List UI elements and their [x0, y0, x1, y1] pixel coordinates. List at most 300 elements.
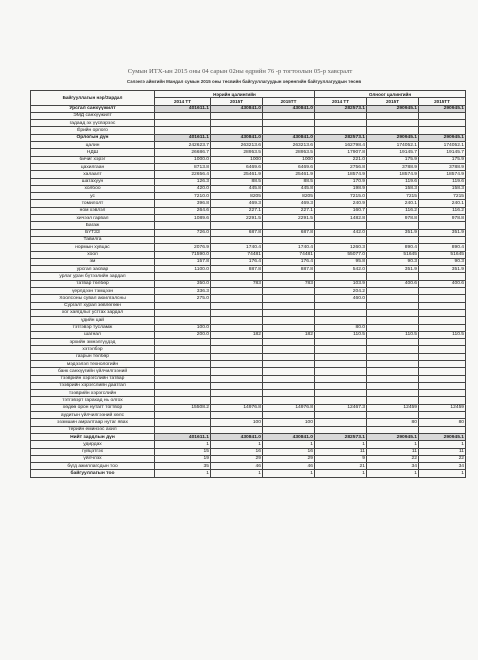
table-cell — [367, 295, 419, 302]
table-row — [31, 236, 466, 243]
table-row — [31, 229, 466, 236]
table-cell — [315, 309, 367, 316]
table-cell — [419, 120, 466, 127]
row-label: хоол — [31, 251, 155, 258]
table-cell — [419, 236, 466, 243]
table-cell — [367, 309, 419, 316]
table-cell: 3788.9 — [367, 163, 419, 170]
table-cell: 100.0 — [155, 324, 211, 331]
table-cell — [315, 375, 367, 382]
table-cell: 1 — [211, 470, 263, 477]
row-label: урлаг уран бүтээлийн зардал — [31, 273, 155, 280]
row-label: бүгд ажиллагсдын тоо — [31, 463, 155, 470]
row-label: үерлдээн тэмцээн — [31, 288, 155, 295]
row-label: тээврийн хэрэгслийн — [31, 390, 155, 397]
table-cell: 2291.5 — [211, 215, 263, 222]
table-cell — [211, 236, 263, 243]
col-subheader: 2015ТТ — [263, 98, 315, 105]
table-row — [31, 419, 466, 426]
table-cell: 282573.1 — [315, 105, 367, 112]
table-cell: 162798.4 — [315, 142, 367, 149]
table-cell — [211, 120, 263, 127]
row-label: Багаж — [31, 222, 155, 229]
table-cell: 1 — [315, 441, 367, 448]
table-cell: 25461.9 — [211, 171, 263, 178]
table-row — [31, 185, 466, 192]
table-cell — [315, 302, 367, 309]
table-cell — [367, 390, 419, 397]
table-cell — [367, 302, 419, 309]
table-cell: 182 — [211, 331, 263, 338]
document-header-line: Сумын ИТХ-ын 2015 оны 04 сарын 02ны өдрийн 76 -р тогтоолын 05-р хавсралт — [127, 68, 353, 75]
table-cell: 3788.9 — [419, 163, 466, 170]
table-cell — [155, 236, 211, 243]
table-cell: 351.9 — [367, 266, 419, 273]
table-cell — [367, 222, 419, 229]
table-cell — [419, 317, 466, 324]
table-cell — [263, 295, 315, 302]
table-cell — [155, 346, 211, 353]
table-cell: 29 — [211, 455, 263, 462]
col-header-group-1: Нэрийн цалингийн — [155, 91, 315, 98]
table-cell: 110.5 — [419, 331, 466, 338]
table-cell: 1 — [211, 441, 263, 448]
table-cell: 351.9 — [419, 229, 466, 236]
table-cell: 95.8 — [315, 258, 367, 265]
row-label: үдийн цай — [31, 317, 155, 324]
table-row — [31, 258, 466, 265]
row-label: эм — [31, 258, 155, 265]
table-row — [31, 441, 466, 448]
table-cell — [419, 375, 466, 382]
table-cell: 1000 — [263, 156, 315, 163]
table-cell: 35 — [155, 463, 211, 470]
table-cell — [155, 317, 211, 324]
table-cell: 290945.1 — [367, 134, 419, 141]
row-label: байгууллагын тоо — [31, 470, 155, 477]
table-cell — [367, 127, 419, 134]
table-cell: 18574.9 — [315, 171, 367, 178]
row-label: Урсгал санхүүжилт — [31, 105, 155, 112]
table-cell — [211, 127, 263, 134]
table-cell: 445.8 — [263, 185, 315, 192]
table-row — [31, 266, 466, 273]
table-cell: 726.0 — [155, 229, 211, 236]
table-cell — [263, 127, 315, 134]
table-row — [31, 251, 466, 258]
table-cell — [315, 127, 367, 134]
table-cell: 336.3 — [155, 288, 211, 295]
table-cell: 21 — [315, 463, 367, 470]
col-subheader: 2015Т — [367, 98, 419, 105]
table-cell: 783 — [211, 280, 263, 287]
table-row — [31, 295, 466, 302]
table-cell — [315, 426, 367, 433]
table-cell — [155, 127, 211, 134]
table-cell — [155, 390, 211, 397]
row-label: газрын төлбөр — [31, 353, 155, 360]
table-cell — [315, 419, 367, 426]
table-cell — [315, 120, 367, 127]
table-cell — [367, 339, 419, 346]
table-row — [31, 156, 466, 163]
table-cell — [263, 317, 315, 324]
row-label: Сургалт хурал зөвлөгөөн — [31, 302, 155, 309]
table-cell: 103.9 — [315, 280, 367, 287]
table-cell — [211, 426, 263, 433]
table-cell — [263, 302, 315, 309]
table-cell — [367, 324, 419, 331]
table-cell: 174052.1 — [367, 142, 419, 149]
table-cell — [211, 317, 263, 324]
row-label: эрхийн эмнэлгүүдэд — [31, 339, 155, 346]
table-cell — [155, 222, 211, 229]
row-label: Нийт зардлын дүн — [31, 433, 155, 440]
table-cell — [211, 353, 263, 360]
table-cell: 430841.0 — [263, 134, 315, 141]
table-cell: 290945.1 — [367, 433, 419, 440]
table-cell: 1740.4 — [211, 244, 263, 251]
table-cell: 90.3 — [367, 258, 419, 265]
table-cell: 420.0 — [155, 185, 211, 192]
table-cell — [155, 353, 211, 360]
row-label: аудитын үйлчилгээний хөлс — [31, 412, 155, 419]
table-cell — [419, 390, 466, 397]
row-label: ном хэвлэл — [31, 207, 155, 214]
table-cell: 227.1 — [263, 207, 315, 214]
table-cell: 26686.7 — [155, 149, 211, 156]
table-cell — [155, 382, 211, 389]
table-cell: 7210.0 — [155, 193, 211, 200]
table-cell: 34 — [367, 463, 419, 470]
table-cell — [263, 288, 315, 295]
table-cell — [419, 302, 466, 309]
table-cell — [155, 120, 211, 127]
table-cell: 88.5 — [263, 178, 315, 185]
table-cell: 350.0 — [155, 280, 211, 287]
table-cell: 469.3 — [263, 200, 315, 207]
table-cell — [263, 390, 315, 397]
table-cell: 14976.8 — [263, 404, 315, 411]
table-row — [31, 426, 466, 433]
row-label: НДШ — [31, 149, 155, 156]
table-cell: 430841.0 — [263, 105, 315, 112]
table-row — [31, 142, 466, 149]
table-cell — [155, 339, 211, 346]
row-label: шатахуун — [31, 178, 155, 185]
table-cell — [315, 236, 367, 243]
table-row — [31, 317, 466, 324]
row-label: урсгал засвар — [31, 266, 155, 273]
table-cell — [419, 426, 466, 433]
table-cell: 1482.8 — [315, 215, 367, 222]
row-label: эзэмшин амралтаар нутаг явах — [31, 419, 155, 426]
table-cell — [211, 397, 263, 404]
col-header-indicator: Байгууллагын нэр/Зардал — [31, 91, 155, 106]
table-cell — [367, 360, 419, 367]
table-cell: 400.6 — [419, 280, 466, 287]
table-cell — [367, 236, 419, 243]
table-cell: 263213.6 — [211, 142, 263, 149]
table-cell — [419, 273, 466, 280]
table-cell: 290945.1 — [419, 433, 466, 440]
table-cell — [263, 375, 315, 382]
row-label: гадаад эх үүсвэрээс — [31, 120, 155, 127]
row-label: тээврийн хэрэгслийн татвар — [31, 375, 155, 382]
table-cell: 71590.0 — [155, 251, 211, 258]
staff-table — [30, 90, 466, 478]
table-cell: 17907.8 — [315, 149, 367, 156]
table-cell: 198.9 — [315, 185, 367, 192]
row-label: хог хаягдлыг устгах зардал — [31, 309, 155, 316]
row-label: Хоолсоны сувал аюилгалсны — [31, 295, 155, 302]
table-row — [31, 368, 466, 375]
table-cell — [419, 324, 466, 331]
table-cell: 80.0 — [315, 324, 367, 331]
row-label: ЭМД санхүүжилт — [31, 112, 155, 119]
table-cell — [419, 112, 466, 119]
table-cell: 442.0 — [315, 229, 367, 236]
table-cell: 51645 — [367, 251, 419, 258]
table-cell: 282573.1 — [315, 433, 367, 440]
table-cell: 1000.0 — [155, 156, 211, 163]
row-label: хөдөө орон нутагт тогтвор — [31, 404, 155, 411]
table-row — [31, 390, 466, 397]
table-cell — [263, 382, 315, 389]
document-title: Сэлэнгэ аймгийн Мандал сумын 2015 оны төсвийн байгууллагуудын хөрөнгийн байгууллагуудын төсөв — [126, 79, 362, 84]
table-cell — [211, 222, 263, 229]
table-cell: 221.0 — [315, 156, 367, 163]
table-cell: 46 — [211, 463, 263, 470]
table-cell: 46 — [263, 463, 315, 470]
table-cell — [367, 412, 419, 419]
table-cell: 51645 — [419, 251, 466, 258]
table-cell — [155, 360, 211, 367]
table-cell: 887.8 — [263, 266, 315, 273]
table-cell — [367, 120, 419, 127]
table-cell — [263, 339, 315, 346]
table-cell: 7215.0 — [315, 193, 367, 200]
row-label: гүйцэтгэх — [31, 448, 155, 455]
table-cell: 28953.5 — [211, 149, 263, 156]
table-cell — [263, 236, 315, 243]
table-cell: 28953.5 — [263, 149, 315, 156]
table-cell — [263, 346, 315, 353]
table-cell: 890.4 — [419, 244, 466, 251]
table-cell — [155, 375, 211, 382]
row-label: хичээл гарвал — [31, 215, 155, 222]
table-cell — [315, 397, 367, 404]
table-cell: 7215 — [367, 193, 419, 200]
table-cell — [263, 412, 315, 419]
table-cell: 1089.6 — [155, 215, 211, 222]
table-cell — [263, 273, 315, 280]
row-label: бичиг хэрэг — [31, 156, 155, 163]
row-label: цалин — [31, 142, 155, 149]
table-cell: 119.6 — [367, 178, 419, 185]
table-cell — [419, 222, 466, 229]
table-cell — [211, 360, 263, 367]
table-cell: 978.8 — [367, 215, 419, 222]
table-cell: 240.1 — [419, 200, 466, 207]
row-label: томилолт — [31, 200, 155, 207]
row-label: банк санхүүгийн үйлчилгээний — [31, 368, 155, 375]
table-cell — [263, 120, 315, 127]
table-cell: 176.4 — [263, 258, 315, 265]
table-cell: 430841.0 — [263, 433, 315, 440]
table-row — [31, 120, 466, 127]
table-cell: 290945.1 — [419, 105, 466, 112]
table-cell: 542.0 — [315, 266, 367, 273]
table-cell — [155, 309, 211, 316]
table-cell: 1 — [315, 470, 367, 477]
table-row — [31, 222, 466, 229]
table-row — [31, 309, 466, 316]
table-cell: 160.7 — [315, 207, 367, 214]
table-row — [31, 382, 466, 389]
table-row — [31, 470, 466, 477]
table-cell: 351.9 — [419, 266, 466, 273]
table-row — [31, 324, 466, 331]
table-row — [31, 273, 466, 280]
table-cell — [419, 412, 466, 419]
table-cell — [155, 273, 211, 280]
table-cell: 978.8 — [419, 215, 466, 222]
row-label: ус — [31, 193, 155, 200]
table-cell: 55077.0 — [315, 251, 367, 258]
table-cell: 6469.6 — [263, 163, 315, 170]
table-cell — [367, 382, 419, 389]
table-row — [31, 193, 466, 200]
table-cell — [211, 324, 263, 331]
table-cell — [367, 273, 419, 280]
table-cell: 401611.1 — [155, 105, 211, 112]
table-cell — [211, 412, 263, 419]
table-row — [31, 448, 466, 455]
table-cell — [419, 288, 466, 295]
table-row — [31, 331, 466, 338]
table-cell: 11 — [315, 448, 367, 455]
table-cell: 157.8 — [155, 258, 211, 265]
table-cell — [155, 397, 211, 404]
table-cell: 8205 — [211, 193, 263, 200]
table-cell — [263, 112, 315, 119]
table-cell — [155, 302, 211, 309]
table-cell — [211, 382, 263, 389]
col-subheader: 2014 ТТ — [315, 98, 367, 105]
table-row — [31, 200, 466, 207]
table-cell — [419, 360, 466, 367]
table-cell: 175.9 — [367, 156, 419, 163]
table-cell: 22 — [367, 455, 419, 462]
table-cell — [367, 346, 419, 353]
table-cell — [263, 368, 315, 375]
table-cell: 687.8 — [211, 229, 263, 236]
table-cell: 445.8 — [211, 185, 263, 192]
table-cell — [155, 419, 211, 426]
table-cell — [263, 324, 315, 331]
table-cell: 469.3 — [211, 200, 263, 207]
table-row — [31, 163, 466, 170]
table-row — [31, 134, 466, 141]
table-row — [31, 280, 466, 287]
table-cell: 182 — [263, 331, 315, 338]
table-cell: 1 — [155, 470, 211, 477]
table-cell — [315, 317, 367, 324]
table-row — [31, 353, 466, 360]
table-cell — [315, 112, 367, 119]
table-row — [31, 463, 466, 470]
table-cell: 8205 — [263, 193, 315, 200]
table-row — [31, 149, 466, 156]
col-subheader: 2014 ТТ — [155, 98, 211, 105]
table-cell — [315, 222, 367, 229]
table-cell — [211, 375, 263, 382]
table-cell: 2291.5 — [263, 215, 315, 222]
table-cell: 351.9 — [367, 229, 419, 236]
table-cell: 400.6 — [367, 280, 419, 287]
table-cell: 100 — [263, 419, 315, 426]
table-row — [31, 288, 466, 295]
table-row — [31, 433, 466, 440]
table-cell: 1 — [419, 470, 466, 477]
table-cell: 240.9 — [315, 200, 367, 207]
table-row — [31, 455, 466, 462]
table-cell: 22 — [419, 455, 466, 462]
table-cell: 401611.1 — [155, 134, 211, 141]
table-cell: 227.1 — [211, 207, 263, 214]
table-cell: 242623.7 — [155, 142, 211, 149]
row-label: шагнал — [31, 331, 155, 338]
row-label: цахилгаан — [31, 163, 155, 170]
table-cell — [263, 426, 315, 433]
table-cell — [263, 309, 315, 316]
table-row — [31, 375, 466, 382]
table-cell — [155, 412, 211, 419]
table-cell: 687.8 — [263, 229, 315, 236]
table-cell: 25461.9 — [263, 171, 315, 178]
table-cell: 16 — [211, 448, 263, 455]
table-cell: 80 — [419, 419, 466, 426]
table-cell — [211, 390, 263, 397]
table-cell — [367, 426, 419, 433]
table-cell: 264.6 — [155, 207, 211, 214]
table-cell: 22656.4 — [155, 171, 211, 178]
table-cell: 1 — [419, 441, 466, 448]
table-cell: 1 — [367, 470, 419, 477]
table-cell — [211, 339, 263, 346]
row-label: Орлогын дүн — [31, 134, 155, 141]
table-cell — [211, 302, 263, 309]
table-cell: 110.5 — [367, 331, 419, 338]
table-cell: 158.3 — [419, 185, 466, 192]
table-row — [31, 207, 466, 214]
table-row — [31, 346, 466, 353]
table-cell: 12459 — [367, 404, 419, 411]
table-cell: 890.4 — [367, 244, 419, 251]
table-cell: 263213.6 — [263, 142, 315, 149]
table-cell: 116.2 — [367, 207, 419, 214]
table-cell — [211, 288, 263, 295]
row-label: үйлчлэх — [31, 455, 155, 462]
table-cell — [263, 353, 315, 360]
table-cell: 430841.0 — [211, 105, 263, 112]
table-cell: 9 — [315, 455, 367, 462]
table-cell: 430841.0 — [211, 433, 263, 440]
table-cell — [315, 353, 367, 360]
table-cell: 119.6 — [419, 178, 466, 185]
table-cell: 170.9 — [315, 178, 367, 185]
